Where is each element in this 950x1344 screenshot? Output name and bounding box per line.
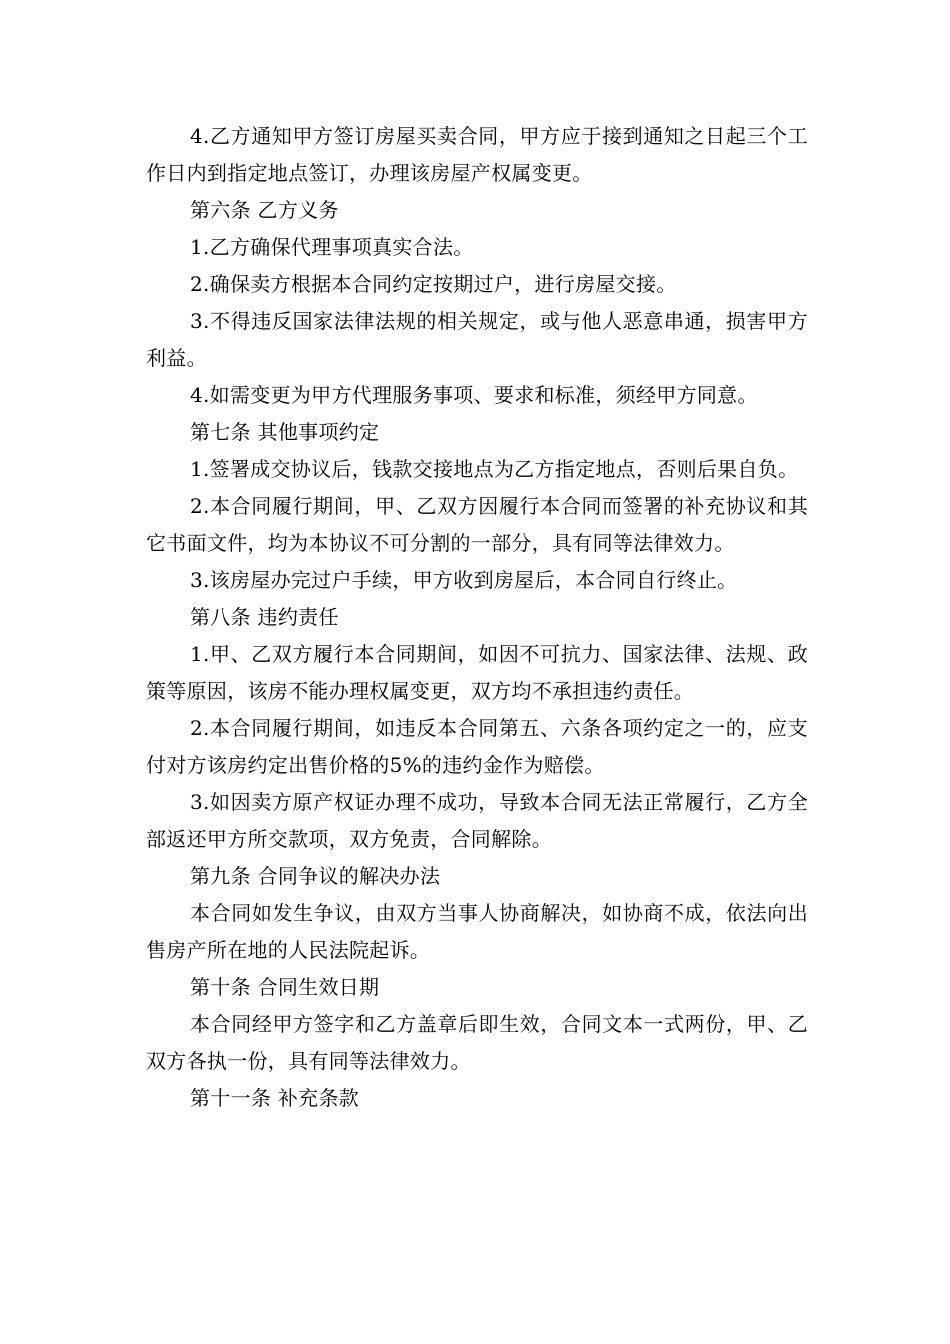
document-body: [146, 118, 808, 1117]
article-7-item-1: 1.签署成交协议后，钱款交接地点为乙方指定地点，否则后果自负。: [190, 457, 799, 481]
article-8-item-1: 1.甲、乙双方履行本合同期间，如因不可抗力、国家法律、法规、政策等原因，该房不能办理权属变更，双方均不承担违约责任。: [146, 642, 808, 703]
article-6-item-1: 1.乙方确保代理事项真实合法。: [190, 235, 474, 259]
article-10-body: 本合同经甲方签字和乙方盖章后即生效，合同文本一式两份，甲、乙双方各执一份，具有同等法律效力。: [146, 1012, 808, 1073]
article-11-heading: 第十一条 补充条款: [190, 1086, 360, 1110]
article-6-item-2: 2.确保卖方根据本合同约定按期过户，进行房屋交接。: [190, 272, 677, 296]
article-10-heading: 第十条 合同生效日期: [190, 975, 380, 999]
article-8-item-2: 2.本合同履行期间，如违反本合同第五、六条各项约定之一的，应支付对方该房约定出售价格的5%的违约金作为赔偿。: [146, 716, 808, 777]
article-9-heading: 第九条 合同争议的解决办法: [190, 864, 441, 888]
article-7-item-2: 2.本合同履行期间，甲、乙双方因履行本合同而签署的补充协议和其它书面文件，均为本协议不可分割的一部分，具有同等法律效力。: [146, 494, 808, 555]
clause-5-item-4: 4.乙方通知甲方签订房屋买卖合同，甲方应于接到通知之日起三个工作日内到指定地点签订，办理该房屋产权属变更。: [146, 124, 808, 185]
article-6-heading: 第六条 乙方义务: [190, 198, 339, 222]
article-8-item-3: 3.如因卖方原产权证办理不成功，导致本合同无法正常履行，乙方全部返还甲方所交款项，双方免责，合同解除。: [146, 790, 808, 851]
article-9-body: 本合同如发生争议，由双方当事人协商解决，如协商不成，依法向出售房产所在地的人民法院起诉。: [146, 901, 808, 962]
article-6-item-4: 4.如需变更为甲方代理服务事项、要求和标准，须经甲方同意。: [190, 383, 758, 407]
article-7-item-3: 3.该房屋办完过户手续，甲方收到房屋后，本合同自行终止。: [190, 568, 738, 592]
article-8-heading: 第八条 违约责任: [190, 605, 339, 629]
article-6-item-3: 3.不得违反国家法律法规的相关规定，或与他人恶意串通，损害甲方利益。: [146, 309, 808, 370]
article-7-heading: 第七条 其他事项约定: [190, 420, 380, 444]
